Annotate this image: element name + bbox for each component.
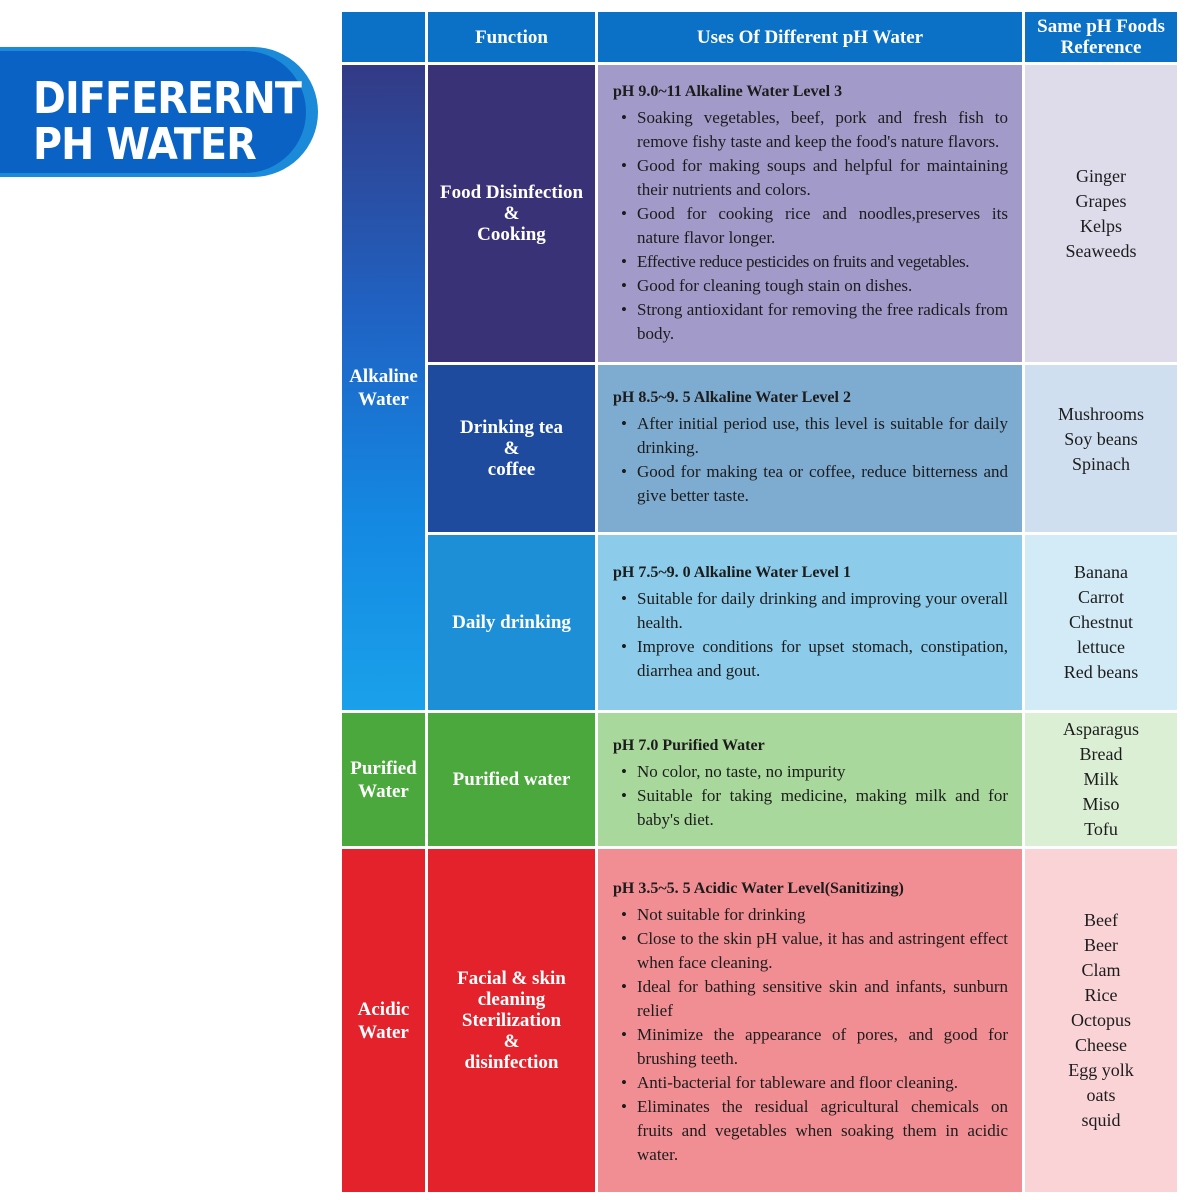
uses-item: • After initial period use, this level is suitable for daily drinking.: [613, 412, 1008, 460]
uses-item: • Eliminates the residual agricultural chemicals on fruits and vegetables when soaking them in acidic water.: [613, 1095, 1008, 1167]
function-line: cleaning: [477, 989, 546, 1010]
food-item: Red beans: [1063, 662, 1139, 682]
function-food-disinfection: [428, 65, 595, 362]
badge-title-line-1: DIFFERERNT: [33, 73, 301, 124]
function-line: &: [503, 1031, 520, 1052]
category-alkaline-line-1: Alkaline: [349, 365, 418, 387]
header-blank-cell: [342, 12, 425, 62]
uses-acidic-water: [598, 849, 1022, 1192]
uses-item: • Anti-bacterial for tableware and floor cleaning.: [613, 1071, 1008, 1095]
uses-list: [613, 587, 1008, 683]
food-item: Banana: [1074, 562, 1128, 582]
food-item: Bread: [1079, 744, 1123, 764]
title-badge: [0, 47, 318, 177]
function-line: Cooking: [477, 224, 546, 245]
uses-item: • Soaking vegetables, beef, pork and fresh fish to remove fishy taste and keep the food's nature flavors.: [613, 106, 1008, 154]
food-item: Octopus: [1071, 1010, 1131, 1030]
uses-item: • Effective reduce pesticides on fruits and vegetables.: [613, 250, 1008, 274]
uses-list: [613, 106, 1008, 346]
badge-title-line-2: PH WATER: [33, 119, 256, 170]
foods-reference-purified: [1025, 713, 1177, 846]
function-line: &: [503, 203, 520, 224]
food-item: Kelps: [1080, 215, 1122, 236]
uses-title: pH 7.5~9. 0 Alkaline Water Level 1: [613, 564, 851, 581]
food-item: Seaweeds: [1065, 240, 1137, 261]
uses-item: • Ideal for bathing sensitive skin and infants, sunburn relief: [613, 975, 1008, 1023]
header-function: Function: [428, 12, 595, 62]
food-item: lettuce: [1077, 637, 1125, 657]
category-alkaline-water: [342, 65, 425, 710]
food-item: Tofu: [1084, 819, 1118, 839]
uses-alkaline-level-1: [598, 535, 1022, 710]
category-purified-line-2: Water: [358, 780, 409, 802]
uses-title: pH 9.0~11 Alkaline Water Level 3: [613, 83, 843, 100]
food-item: Miso: [1082, 794, 1120, 814]
uses-alkaline-level-2: [598, 365, 1022, 532]
header-reference-line-1: Same pH Foods: [1037, 16, 1165, 37]
function-line: Sterilization: [461, 1010, 562, 1031]
uses-title: pH 8.5~9. 5 Alkaline Water Level 2: [613, 389, 851, 406]
food-item: Beer: [1084, 935, 1118, 955]
food-item: Mushrooms: [1057, 404, 1144, 424]
function-drinking-tea-coffee: [428, 365, 595, 532]
food-item: Chestnut: [1068, 612, 1133, 632]
uses-purified-water: [598, 713, 1022, 846]
function-daily-drinking: [428, 535, 595, 710]
header-reference-line-2: Reference: [1060, 37, 1142, 58]
uses-item: • Improve conditions for upset stomach, constipation, diarrhea and gout.: [613, 635, 1008, 683]
food-item: Spinach: [1072, 454, 1130, 474]
food-item: Carrot: [1078, 587, 1124, 607]
uses-title: pH 7.0 Purified Water: [613, 737, 765, 754]
category-acidic-line-1: Acidic: [357, 998, 410, 1020]
foods-reference-level-1: [1025, 535, 1177, 710]
uses-item: • Good for making soups and helpful for maintaining their nutrients and colors.: [613, 154, 1008, 202]
uses-item: • Good for cleaning tough stain on dishes.: [613, 274, 1008, 298]
function-line: Facial & skin: [457, 968, 566, 989]
uses-title: pH 3.5~5. 5 Acidic Water Level(Sanitizing): [613, 880, 904, 897]
foods-reference-level-3: [1025, 65, 1177, 362]
title-badge-inner: [0, 51, 306, 173]
foods-reference-level-2: [1025, 365, 1177, 532]
category-purified-water: [342, 713, 425, 846]
uses-item: • Strong antioxidant for removing the free radicals from body.: [613, 298, 1008, 346]
function-line: &: [503, 438, 520, 459]
food-item: Ginger: [1076, 165, 1126, 186]
ph-water-table: [342, 12, 1177, 1192]
food-item: Grapes: [1075, 190, 1127, 211]
header-uses: Uses Of Different pH Water: [598, 12, 1022, 62]
category-purified-line-1: Purified: [350, 757, 417, 779]
uses-list: [613, 903, 1008, 1167]
function-purified-water: [428, 713, 595, 846]
uses-item: • Not suitable for drinking: [613, 903, 1008, 927]
uses-item: • Close to the skin pH value, it has and astringent effect when face cleaning.: [613, 927, 1008, 975]
category-acidic-line-2: Water: [358, 1021, 409, 1043]
uses-item: • No color, no taste, no impurity: [613, 760, 1008, 784]
function-line: coffee: [487, 459, 536, 480]
food-item: Soy beans: [1064, 429, 1138, 449]
food-item: Cheese: [1075, 1035, 1127, 1055]
uses-item: • Good for making tea or coffee, reduce bitterness and give better taste.: [613, 460, 1008, 508]
function-line: Food Disinfection: [439, 182, 584, 203]
category-acidic-water: [342, 849, 425, 1192]
function-line: disinfection: [464, 1052, 559, 1073]
food-item: Clam: [1081, 960, 1121, 980]
uses-list: [613, 412, 1008, 508]
food-item: Asparagus: [1063, 719, 1139, 739]
uses-item: • Good for cooking rice and noodles,preserves its nature flavor longer.: [613, 202, 1008, 250]
food-item: oats: [1086, 1085, 1116, 1105]
uses-item: • Suitable for daily drinking and improving your overall health.: [613, 587, 1008, 635]
uses-list: [613, 760, 1008, 832]
function-line: Daily drinking: [452, 612, 571, 633]
food-item: Milk: [1083, 769, 1119, 789]
function-line: Drinking tea: [460, 417, 563, 438]
uses-item: • Minimize the appearance of pores, and good for brushing teeth.: [613, 1023, 1008, 1071]
function-line: Purified water: [452, 769, 571, 790]
food-item: Rice: [1084, 985, 1118, 1005]
uses-alkaline-level-3: [598, 65, 1022, 362]
header-reference: [1025, 12, 1177, 62]
food-item: Beef: [1084, 910, 1118, 930]
uses-item: • Suitable for taking medicine, making milk and for baby's diet.: [613, 784, 1008, 832]
category-alkaline-line-2: Water: [358, 388, 409, 410]
foods-reference-acidic: [1025, 849, 1177, 1192]
function-facial-skin-cleaning: [428, 849, 595, 1192]
food-item: Egg yolk: [1068, 1060, 1134, 1080]
food-item: squid: [1081, 1110, 1121, 1130]
